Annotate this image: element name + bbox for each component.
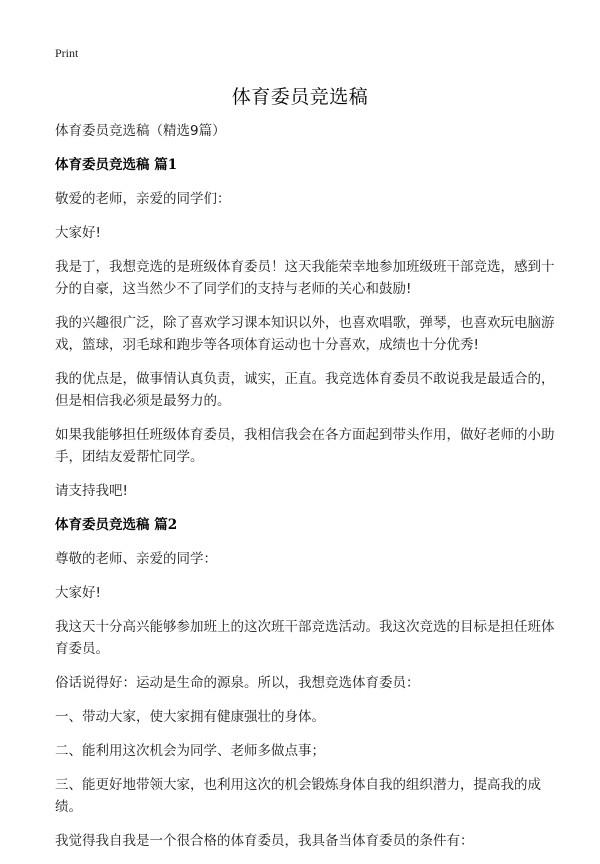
paragraph: 我的优点是，做事情认真负责，诚实，正直。我竞选体育委员不敢说我是最适合的，但是相信我必须是最努力的。 [55,371,555,409]
list-item: 二、能利用这次机会为同学、老师多做点事； [55,743,325,759]
paragraph: 我觉得我自我是一个很合格的体育委员，我具备当体育委员的条件有： [55,833,474,849]
paragraph: 大家好! [55,585,101,601]
paragraph: 敬爱的老师，亲爱的同学们： [55,191,231,207]
paragraph: 大家好! [55,225,101,241]
section-heading-1: 体育委员竞选稿 篇1 [55,157,178,173]
list-item: 三、能更好地带领大家，也利用这次的机会锻炼身体自我的组织潜力，提高我的成绩。 [55,777,541,815]
section-heading-2: 体育委员竞选稿 篇2 [55,517,178,533]
paragraph: 俗话说得好：运动是生命的源泉。所以，我想竞选体育委员： [55,675,420,691]
paragraph: 我这天十分高兴能够参加班上的这次班干部竞选活动。我这次竞选的目标是担任班体育委员。 [55,619,555,657]
print-label: Print [55,46,79,60]
paragraph: 我的兴趣很广泛，除了喜欢学习课本知识以外，也喜欢唱歌，弹琴，也喜欢玩电脑游戏，篮球，羽毛球和跑步等各项体育运动也十分喜欢，成绩也十分优秀! [55,315,555,353]
paragraph: 尊敬的老师、亲爱的同学： [55,551,217,567]
paragraph: 请支持我吧! [55,483,128,499]
paragraph: 我是丁，我想竞选的是班级体育委员！这天我能荣幸地参加班级班干部竞选，感到十分的自豪，这当然少不了同学们的支持与老师的关心和鼓励! [55,259,555,297]
paragraph: 如果我能够担任班级体育委员，我相信我会在各方面起到带头作用，做好老师的小助手，团结友爱帮忙同学。 [55,427,555,465]
document-title: 体育委员竞选稿 [231,86,369,108]
document-body [55,120,555,864]
document-subtitle: 体育委员竞选稿（精选9篇） [55,123,226,139]
list-item: 一、带动大家，使大家拥有健康强壮的身体。 [55,709,325,725]
